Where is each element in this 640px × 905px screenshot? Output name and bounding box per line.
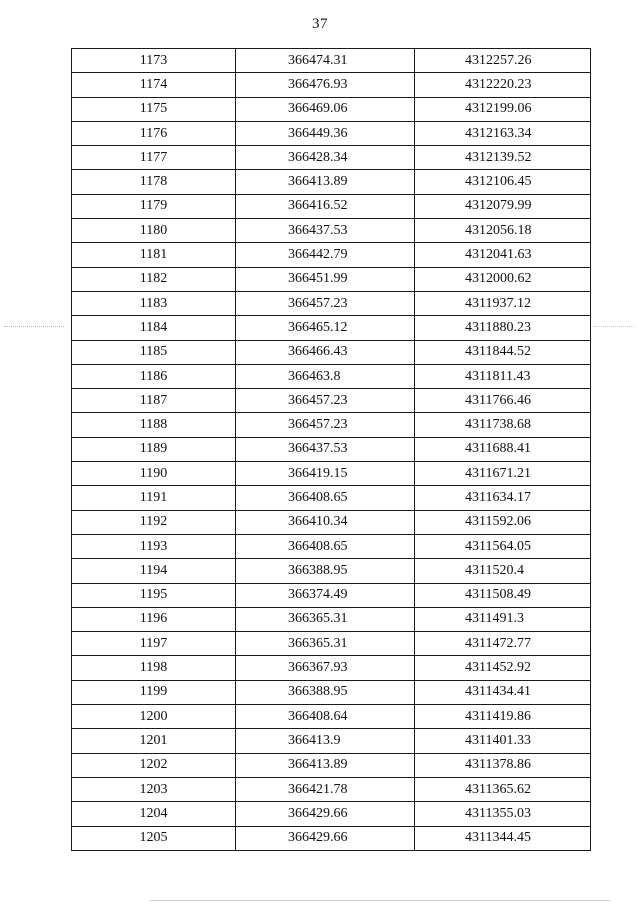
point-number-cell: 1173 <box>72 49 236 73</box>
point-number-cell: 1182 <box>72 267 236 291</box>
y-coordinate-cell: 4312056.18 <box>415 219 591 243</box>
y-coordinate-cell: 4311355.03 <box>415 802 591 826</box>
x-coordinate-cell: 366437.53 <box>236 219 415 243</box>
x-coordinate-cell: 366465.12 <box>236 316 415 340</box>
point-number-cell: 1189 <box>72 437 236 461</box>
point-number-cell: 1193 <box>72 534 236 558</box>
y-coordinate-cell: 4311844.52 <box>415 340 591 364</box>
table-row <box>72 705 591 729</box>
y-coordinate-cell: 4311592.06 <box>415 510 591 534</box>
point-number-cell: 1180 <box>72 219 236 243</box>
y-coordinate-cell: 4311634.17 <box>415 486 591 510</box>
table-row <box>72 194 591 218</box>
table-row <box>72 826 591 850</box>
y-coordinate-cell: 4311811.43 <box>415 364 591 388</box>
table-row <box>72 802 591 826</box>
x-coordinate-cell: 366413.9 <box>236 729 415 753</box>
x-coordinate-cell: 366365.31 <box>236 607 415 631</box>
table-row <box>72 413 591 437</box>
scan-artifact-right <box>594 326 634 328</box>
point-number-cell: 1188 <box>72 413 236 437</box>
x-coordinate-cell: 366476.93 <box>236 73 415 97</box>
x-coordinate-cell: 366429.66 <box>236 802 415 826</box>
point-number-cell: 1177 <box>72 146 236 170</box>
point-number-cell: 1204 <box>72 802 236 826</box>
point-number-cell: 1196 <box>72 607 236 631</box>
table-row <box>72 656 591 680</box>
point-number-cell: 1198 <box>72 656 236 680</box>
y-coordinate-cell: 4311520.4 <box>415 559 591 583</box>
point-number-cell: 1183 <box>72 291 236 315</box>
y-coordinate-cell: 4312000.62 <box>415 267 591 291</box>
x-coordinate-cell: 366408.64 <box>236 705 415 729</box>
x-coordinate-cell: 366421.78 <box>236 777 415 801</box>
point-number-cell: 1185 <box>72 340 236 364</box>
y-coordinate-cell: 4311344.45 <box>415 826 591 850</box>
point-number-cell: 1201 <box>72 729 236 753</box>
point-number-cell: 1179 <box>72 194 236 218</box>
y-coordinate-cell: 4312257.26 <box>415 49 591 73</box>
point-number-cell: 1184 <box>72 316 236 340</box>
y-coordinate-cell: 4312220.23 <box>415 73 591 97</box>
x-coordinate-cell: 366457.23 <box>236 389 415 413</box>
table-row <box>72 486 591 510</box>
x-coordinate-cell: 366388.95 <box>236 680 415 704</box>
x-coordinate-cell: 366449.36 <box>236 121 415 145</box>
table-row <box>72 121 591 145</box>
table-row <box>72 73 591 97</box>
point-number-cell: 1200 <box>72 705 236 729</box>
point-number-cell: 1187 <box>72 389 236 413</box>
point-number-cell: 1174 <box>72 73 236 97</box>
point-number-cell: 1191 <box>72 486 236 510</box>
x-coordinate-cell: 366451.99 <box>236 267 415 291</box>
table-row <box>72 583 591 607</box>
y-coordinate-cell: 4311491.3 <box>415 607 591 631</box>
y-coordinate-cell: 4311671.21 <box>415 462 591 486</box>
point-number-cell: 1205 <box>72 826 236 850</box>
table-row <box>72 534 591 558</box>
table-row <box>72 510 591 534</box>
table-row <box>72 777 591 801</box>
x-coordinate-cell: 366365.31 <box>236 632 415 656</box>
y-coordinate-cell: 4311434.41 <box>415 680 591 704</box>
table-row <box>72 389 591 413</box>
point-number-cell: 1197 <box>72 632 236 656</box>
y-coordinate-cell: 4311365.62 <box>415 777 591 801</box>
point-number-cell: 1176 <box>72 121 236 145</box>
table-row <box>72 49 591 73</box>
table-row <box>72 437 591 461</box>
y-coordinate-cell: 4312041.63 <box>415 243 591 267</box>
x-coordinate-cell: 366474.31 <box>236 49 415 73</box>
y-coordinate-cell: 4311766.46 <box>415 389 591 413</box>
x-coordinate-cell: 366457.23 <box>236 291 415 315</box>
table-row <box>72 607 591 631</box>
y-coordinate-cell: 4311564.05 <box>415 534 591 558</box>
x-coordinate-cell: 366463.8 <box>236 364 415 388</box>
x-coordinate-cell: 366408.65 <box>236 486 415 510</box>
x-coordinate-cell: 366413.89 <box>236 753 415 777</box>
x-coordinate-cell: 366367.93 <box>236 656 415 680</box>
point-number-cell: 1181 <box>72 243 236 267</box>
table-row <box>72 680 591 704</box>
x-coordinate-cell: 366410.34 <box>236 510 415 534</box>
x-coordinate-cell: 366442.79 <box>236 243 415 267</box>
point-number-cell: 1194 <box>72 559 236 583</box>
table-row <box>72 364 591 388</box>
point-number-cell: 1202 <box>72 753 236 777</box>
page-number: 37 <box>312 16 328 32</box>
coordinates-table <box>71 48 591 851</box>
table-row <box>72 632 591 656</box>
y-coordinate-cell: 4311937.12 <box>415 291 591 315</box>
x-coordinate-cell: 366408.65 <box>236 534 415 558</box>
y-coordinate-cell: 4312199.06 <box>415 97 591 121</box>
point-number-cell: 1186 <box>72 364 236 388</box>
table-row <box>72 267 591 291</box>
point-number-cell: 1203 <box>72 777 236 801</box>
table-row <box>72 559 591 583</box>
x-coordinate-cell: 366429.66 <box>236 826 415 850</box>
y-coordinate-cell: 4311688.41 <box>415 437 591 461</box>
table-row <box>72 340 591 364</box>
x-coordinate-cell: 366374.49 <box>236 583 415 607</box>
table-row <box>72 729 591 753</box>
point-number-cell: 1192 <box>72 510 236 534</box>
table-row <box>72 146 591 170</box>
point-number-cell: 1199 <box>72 680 236 704</box>
table-row <box>72 170 591 194</box>
y-coordinate-cell: 4312139.52 <box>415 146 591 170</box>
y-coordinate-cell: 4311378.86 <box>415 753 591 777</box>
point-number-cell: 1175 <box>72 97 236 121</box>
scan-artifact-left <box>4 326 64 328</box>
x-coordinate-cell: 366469.06 <box>236 97 415 121</box>
y-coordinate-cell: 4311419.86 <box>415 705 591 729</box>
x-coordinate-cell: 366413.89 <box>236 170 415 194</box>
point-number-cell: 1195 <box>72 583 236 607</box>
table-row <box>72 753 591 777</box>
y-coordinate-cell: 4311738.68 <box>415 413 591 437</box>
x-coordinate-cell: 366388.95 <box>236 559 415 583</box>
y-coordinate-cell: 4312079.99 <box>415 194 591 218</box>
y-coordinate-cell: 4312106.45 <box>415 170 591 194</box>
y-coordinate-cell: 4311880.23 <box>415 316 591 340</box>
table-row <box>72 316 591 340</box>
y-coordinate-cell: 4312163.34 <box>415 121 591 145</box>
point-number-cell: 1178 <box>72 170 236 194</box>
x-coordinate-cell: 366428.34 <box>236 146 415 170</box>
y-coordinate-cell: 4311508.49 <box>415 583 591 607</box>
x-coordinate-cell: 366437.53 <box>236 437 415 461</box>
page-bottom-edge <box>150 900 610 901</box>
x-coordinate-cell: 366457.23 <box>236 413 415 437</box>
table-row <box>72 462 591 486</box>
y-coordinate-cell: 4311452.92 <box>415 656 591 680</box>
table-row <box>72 219 591 243</box>
y-coordinate-cell: 4311401.33 <box>415 729 591 753</box>
table-row <box>72 291 591 315</box>
x-coordinate-cell: 366419.15 <box>236 462 415 486</box>
table-row <box>72 243 591 267</box>
table-row <box>72 97 591 121</box>
point-number-cell: 1190 <box>72 462 236 486</box>
y-coordinate-cell: 4311472.77 <box>415 632 591 656</box>
coordinates-table-body <box>72 49 591 851</box>
x-coordinate-cell: 366416.52 <box>236 194 415 218</box>
x-coordinate-cell: 366466.43 <box>236 340 415 364</box>
